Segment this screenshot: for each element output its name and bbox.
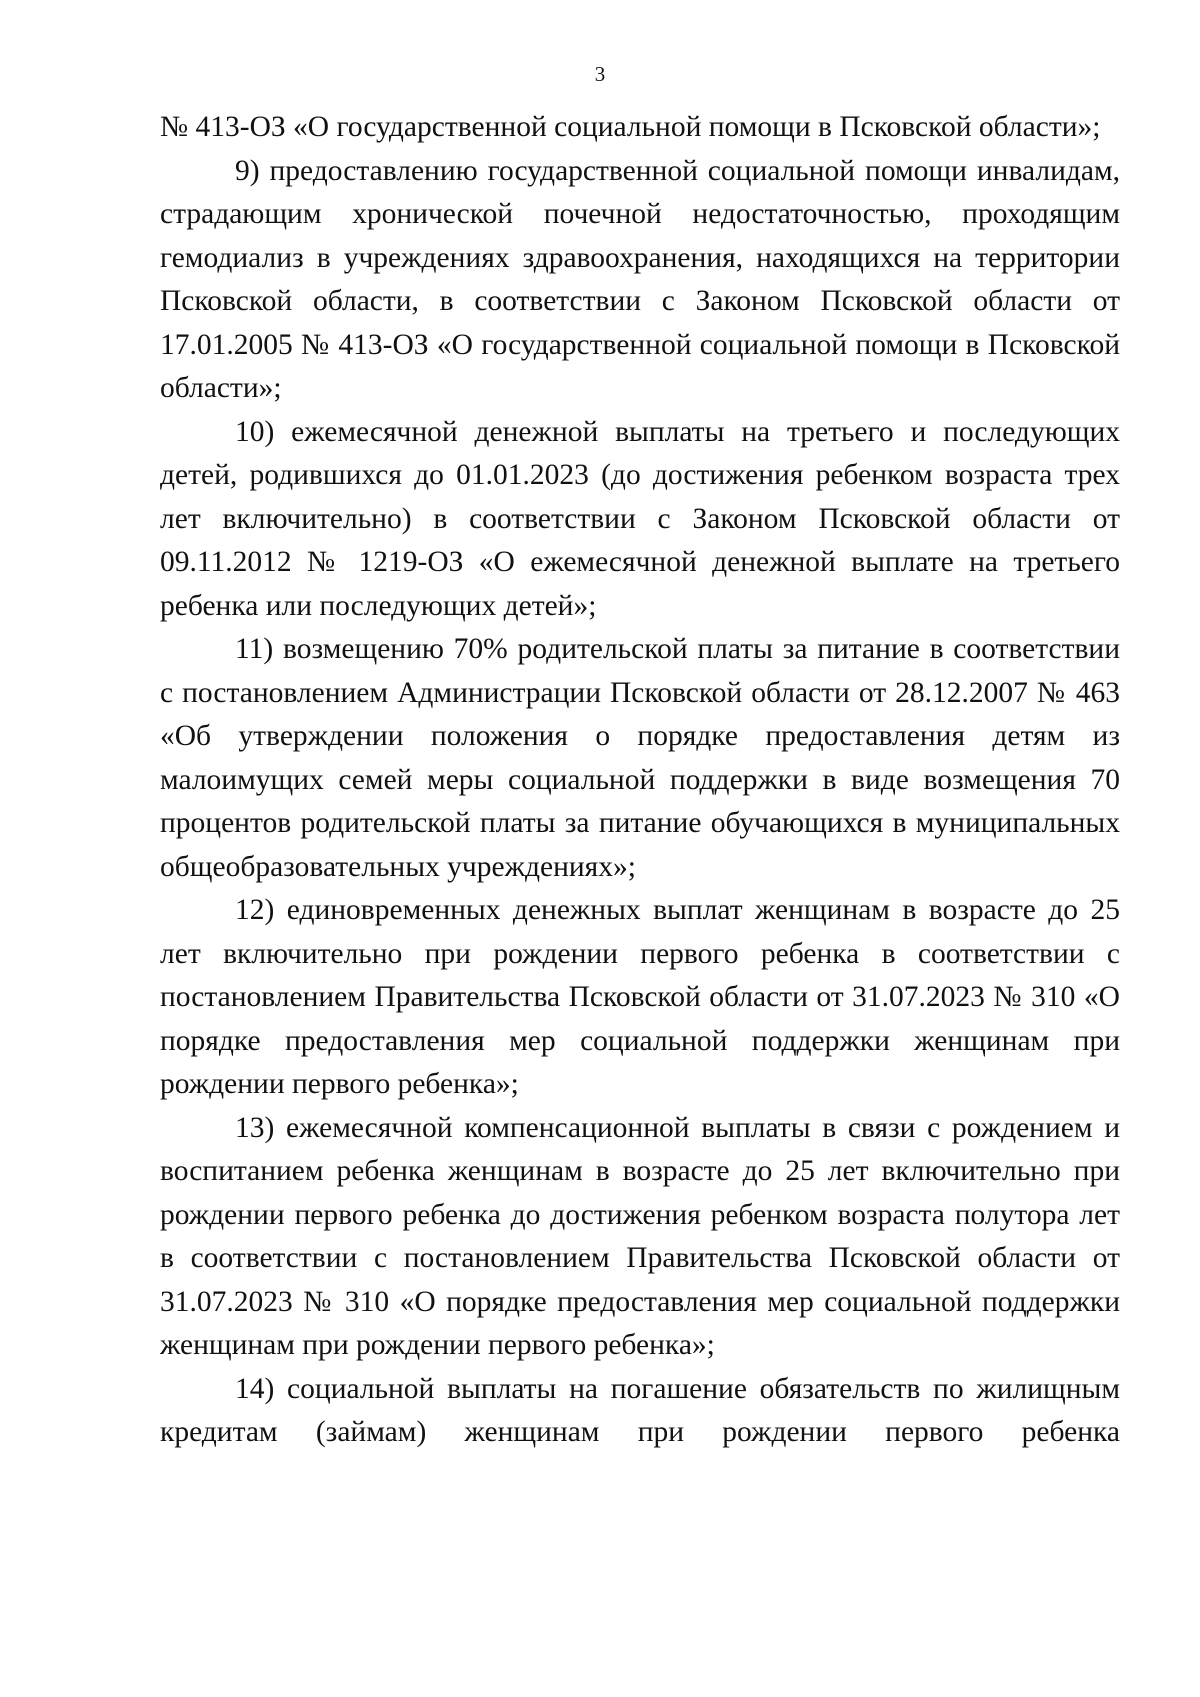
document-body <box>160 106 1120 1455</box>
list-item-10: 10) ежемесячной денежной выплаты на третьего и последующих детей, родившихся до 01.01.2023 (до достижения ребенком возраста трех лет включительно) в соответствии с Законом Псковской области от 09.11.2012 № 1219-ОЗ «О ежемесячной денежной выплате на третьего ребенка или последующих детей»; <box>160 415 1120 622</box>
paragraph-continuation: № 413-ОЗ «О государственной социальной помощи в Псковской области»; <box>160 111 1101 143</box>
list-item-9: 9) предоставлению государственной социальной помощи инвалидам, страдающим хронической почечной недостаточностью, проходящим гемодиализ в учреждениях здравоохранения, находящихся на территории Псковской области, в соответствии с Законом Псковской области от 17.01.2005 № 413-ОЗ «О государственной социальной помощи в Псковской области»; <box>160 154 1120 404</box>
list-item-14: 14) социальной выплаты на погашение обязательств по жилищным кредитам (займам) женщинам при рождении первого ребенка <box>160 1372 1120 1448</box>
list-item-12: 12) единовременных денежных выплат женщинам в возрасте до 25 лет включительно при рождении первого ребенка в соответствии с постановлением Правительства Псковской области от 31.07.2023 № 310 «О порядке предоставления мер социальной поддержки женщинам при рождении первого ребенка»; <box>160 894 1120 1100</box>
page-number: 3 <box>594 62 606 86</box>
list-item-13: 13) ежемесячной компенсационной выплаты в связи с рождением и воспитанием ребенка женщинам в возрасте до 25 лет включительно при рождении первого ребенка до достижения ребенком возраста полутора лет в соответствии с постановлением Правительства Псковской области от 31.07.2023 № 310 «О порядке предоставления мер социальной поддержки женщинам при рождении первого ребенка»; <box>160 1111 1120 1361</box>
list-item-11: 11) возмещению 70% родительской платы за питание в соответствии с постановлением Администрации Псковской области от 28.12.2007 № 463 «Об утверждении положения о порядке предоставления детям из малоимущих семей меры социальной поддержки в виде возмещения 70 процентов родительской платы за питание обучающихся в муниципальных общеобразовательных учреждениях»; <box>160 633 1120 883</box>
